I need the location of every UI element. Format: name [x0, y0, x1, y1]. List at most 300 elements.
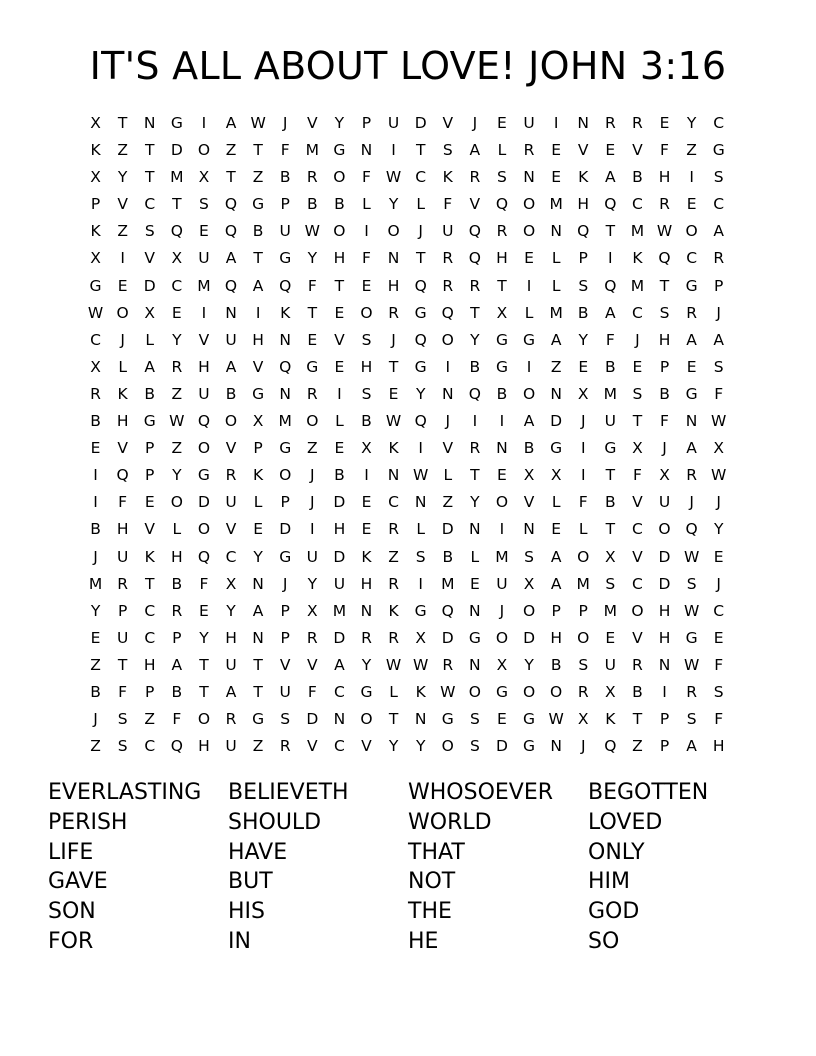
grid-cell[interactable]: O	[577, 547, 590, 566]
grid-cell[interactable]: V	[469, 195, 481, 214]
grid-cell[interactable]: O	[197, 710, 211, 729]
grid-cell[interactable]: C	[713, 601, 725, 620]
grid-cell[interactable]: N	[387, 466, 400, 485]
grid-cell[interactable]: P	[578, 249, 588, 268]
grid-cell[interactable]: F	[307, 276, 317, 295]
grid-cell[interactable]: B	[90, 412, 101, 431]
grid-cell[interactable]: J	[716, 303, 721, 322]
grid-cell[interactable]: Y	[524, 655, 534, 674]
grid-cell[interactable]: O	[550, 682, 563, 701]
grid-cell[interactable]: Z	[117, 141, 128, 160]
grid-cell[interactable]: E	[361, 276, 372, 295]
grid-cell[interactable]: H	[360, 574, 373, 593]
grid-cell[interactable]: L	[172, 520, 182, 539]
grid-cell[interactable]: X	[496, 303, 508, 322]
grid-cell[interactable]: Y	[388, 195, 399, 214]
grid-cell[interactable]: V	[144, 249, 156, 268]
grid-cell[interactable]: H	[143, 655, 156, 674]
grid-cell[interactable]: Q	[170, 222, 183, 241]
grid-cell[interactable]: G	[685, 628, 698, 647]
grid-cell[interactable]: O	[495, 628, 509, 647]
grid-cell[interactable]: S	[713, 357, 724, 376]
grid-cell[interactable]: N	[550, 384, 562, 403]
grid-cell[interactable]: L	[362, 195, 371, 214]
grid-cell[interactable]: M	[305, 141, 319, 160]
grid-cell[interactable]: C	[171, 276, 183, 295]
grid-cell[interactable]: P	[145, 439, 155, 458]
grid-cell[interactable]: N	[387, 249, 400, 268]
grid-cell[interactable]: F	[660, 141, 669, 160]
grid-cell[interactable]: C	[144, 601, 156, 620]
grid-cell[interactable]: B	[442, 547, 454, 566]
grid-cell[interactable]: J	[93, 710, 98, 729]
grid-cell[interactable]: Q	[279, 276, 292, 295]
grid-cell[interactable]: G	[414, 601, 427, 620]
grid-cell[interactable]: A	[225, 682, 237, 701]
grid-cell[interactable]: K	[442, 168, 453, 187]
grid-cell[interactable]: T	[145, 574, 155, 593]
grid-cell[interactable]: W	[711, 412, 727, 431]
grid-cell[interactable]: L	[578, 520, 588, 539]
grid-cell[interactable]: Y	[388, 737, 399, 756]
grid-cell[interactable]: A	[713, 330, 724, 349]
grid-cell[interactable]: E	[171, 303, 182, 322]
grid-cell[interactable]: U	[442, 222, 454, 241]
grid-cell[interactable]: V	[252, 357, 264, 376]
grid-cell[interactable]: B	[306, 195, 318, 214]
grid-cell[interactable]: W	[683, 601, 700, 620]
grid-cell[interactable]: M	[495, 547, 509, 566]
grid-cell[interactable]: P	[280, 628, 290, 647]
grid-cell[interactable]: W	[548, 710, 564, 729]
grid-cell[interactable]: X	[605, 682, 616, 701]
grid-cell[interactable]: I	[499, 412, 505, 431]
grid-cell[interactable]: A	[605, 303, 616, 322]
grid-cell[interactable]: X	[90, 357, 101, 376]
grid-cell[interactable]: Q	[279, 357, 292, 376]
grid-cell[interactable]: B	[171, 574, 183, 593]
grid-cell[interactable]: D	[333, 493, 346, 512]
grid-cell[interactable]: E	[90, 439, 101, 458]
grid-cell[interactable]: I	[580, 466, 586, 485]
grid-cell[interactable]: U	[225, 493, 237, 512]
grid-cell[interactable]: P	[172, 628, 182, 647]
grid-cell[interactable]: T	[659, 276, 670, 295]
grid-cell[interactable]: E	[334, 303, 345, 322]
grid-cell[interactable]: C	[144, 737, 156, 756]
grid-cell[interactable]: V	[198, 330, 210, 349]
grid-cell[interactable]: R	[469, 439, 481, 458]
grid-cell[interactable]: Y	[334, 114, 345, 132]
grid-cell[interactable]: L	[551, 276, 561, 295]
grid-cell[interactable]: T	[388, 710, 399, 729]
grid-cell[interactable]: R	[171, 357, 183, 376]
grid-cell[interactable]: L	[253, 493, 263, 512]
grid-cell[interactable]: J	[499, 601, 505, 620]
grid-cell[interactable]: G	[523, 737, 536, 756]
grid-cell[interactable]: E	[605, 141, 616, 160]
grid-cell[interactable]: B	[659, 384, 670, 403]
grid-cell[interactable]: F	[362, 249, 371, 268]
grid-cell[interactable]: F	[660, 412, 669, 431]
grid-cell[interactable]: Q	[414, 276, 427, 295]
grid-cell[interactable]: C	[225, 547, 237, 566]
grid-cell[interactable]: K	[90, 141, 101, 160]
grid-cell[interactable]: F	[714, 710, 724, 729]
grid-cell[interactable]: V	[632, 141, 643, 160]
grid-cell[interactable]: R	[306, 628, 318, 647]
grid-cell[interactable]: X	[659, 466, 670, 485]
grid-cell[interactable]: A	[144, 357, 156, 376]
grid-cell[interactable]: W	[250, 114, 266, 132]
grid-cell[interactable]: J	[445, 412, 451, 431]
grid-cell[interactable]: T	[632, 710, 643, 729]
grid-cell[interactable]: G	[495, 682, 508, 701]
grid-cell[interactable]: R	[686, 682, 697, 701]
grid-cell[interactable]: L	[335, 412, 344, 431]
grid-cell[interactable]: E	[361, 520, 372, 539]
grid-cell[interactable]: V	[442, 114, 454, 132]
grid-cell[interactable]: Z	[686, 141, 697, 160]
grid-cell[interactable]: U	[198, 249, 210, 268]
grid-cell[interactable]: K	[388, 439, 399, 458]
grid-cell[interactable]: X	[361, 439, 372, 458]
grid-cell[interactable]: G	[170, 114, 183, 132]
grid-cell[interactable]: M	[332, 601, 347, 620]
grid-cell[interactable]: E	[659, 114, 670, 132]
grid-cell[interactable]: O	[522, 222, 536, 241]
grid-cell[interactable]: I	[310, 520, 315, 539]
grid-cell[interactable]: I	[608, 249, 613, 268]
grid-cell[interactable]: B	[90, 520, 101, 539]
grid-cell[interactable]: S	[632, 384, 643, 403]
grid-cell[interactable]: F	[605, 330, 615, 349]
grid-cell[interactable]: I	[553, 114, 559, 132]
grid-cell[interactable]: A	[225, 357, 237, 376]
grid-cell[interactable]: L	[524, 303, 534, 322]
grid-cell[interactable]: O	[333, 168, 346, 187]
grid-cell[interactable]: T	[199, 655, 209, 674]
grid-cell[interactable]: G	[550, 439, 563, 458]
grid-cell[interactable]: Q	[604, 195, 617, 214]
grid-cell[interactable]: E	[497, 466, 507, 485]
grid-cell[interactable]: X	[415, 628, 426, 647]
grid-cell[interactable]: A	[713, 222, 724, 241]
grid-cell[interactable]: E	[497, 114, 507, 132]
grid-cell[interactable]: A	[686, 439, 697, 458]
grid-cell[interactable]: H	[712, 737, 725, 756]
grid-cell[interactable]: I	[662, 682, 667, 701]
grid-cell[interactable]: I	[201, 303, 207, 322]
grid-cell[interactable]: N	[496, 439, 508, 458]
grid-cell[interactable]: H	[658, 628, 671, 647]
grid-cell[interactable]: R	[496, 222, 508, 241]
grid-cell[interactable]: X	[306, 601, 318, 620]
grid-cell[interactable]: S	[659, 303, 670, 322]
grid-cell[interactable]: Q	[468, 384, 481, 403]
grid-cell[interactable]: A	[686, 330, 697, 349]
grid-cell[interactable]: E	[334, 357, 345, 376]
grid-cell[interactable]: Q	[441, 303, 454, 322]
grid-cell[interactable]: R	[361, 628, 372, 647]
grid-cell[interactable]: Z	[306, 439, 318, 458]
grid-cell[interactable]: V	[117, 195, 128, 214]
grid-cell[interactable]: D	[306, 710, 319, 729]
grid-cell[interactable]: E	[361, 493, 372, 512]
grid-cell[interactable]: N	[414, 493, 427, 512]
grid-cell[interactable]: T	[253, 141, 263, 160]
grid-cell[interactable]: O	[522, 682, 536, 701]
grid-cell[interactable]: U	[116, 628, 129, 647]
grid-cell[interactable]: Y	[415, 384, 426, 403]
grid-cell[interactable]: H	[658, 330, 671, 349]
grid-cell[interactable]: U	[198, 384, 210, 403]
grid-cell[interactable]: Q	[197, 412, 211, 431]
grid-cell[interactable]: O	[360, 303, 373, 322]
grid-cell[interactable]: I	[445, 357, 451, 376]
grid-cell[interactable]: X	[550, 466, 562, 485]
grid-cell[interactable]: Q	[577, 222, 590, 241]
grid-cell[interactable]: Y	[226, 601, 236, 620]
grid-cell[interactable]: X	[577, 710, 589, 729]
grid-cell[interactable]: C	[144, 195, 156, 214]
grid-cell[interactable]: B	[90, 682, 101, 701]
grid-cell[interactable]: S	[442, 141, 453, 160]
grid-cell[interactable]: R	[604, 114, 616, 132]
grid-cell[interactable]: B	[469, 357, 481, 376]
grid-cell[interactable]: M	[549, 195, 563, 214]
grid-cell[interactable]: M	[630, 276, 645, 295]
grid-cell[interactable]: O	[441, 330, 454, 349]
grid-cell[interactable]: V	[632, 493, 643, 512]
grid-cell[interactable]: S	[361, 384, 372, 403]
grid-cell[interactable]: G	[685, 276, 698, 295]
grid-cell[interactable]: P	[280, 601, 290, 620]
grid-cell[interactable]: B	[550, 655, 562, 674]
grid-cell[interactable]: V	[306, 655, 318, 674]
grid-cell[interactable]: S	[578, 655, 589, 674]
grid-cell[interactable]: V	[442, 439, 454, 458]
grid-cell[interactable]: P	[714, 276, 724, 295]
grid-cell[interactable]: D	[333, 547, 346, 566]
grid-cell[interactable]: D	[333, 628, 346, 647]
grid-cell[interactable]: D	[550, 412, 563, 431]
grid-cell[interactable]: J	[472, 114, 478, 132]
grid-cell[interactable]: R	[388, 520, 399, 539]
grid-cell[interactable]: X	[252, 412, 264, 431]
grid-cell[interactable]: E	[90, 628, 101, 647]
grid-cell[interactable]: O	[468, 682, 481, 701]
grid-cell[interactable]: Z	[171, 439, 183, 458]
grid-cell[interactable]: T	[253, 682, 263, 701]
grid-cell[interactable]: K	[144, 547, 155, 566]
grid-cell[interactable]: H	[225, 628, 237, 647]
grid-cell[interactable]: P	[659, 710, 670, 729]
grid-cell[interactable]: T	[470, 466, 480, 485]
grid-cell[interactable]: V	[632, 547, 643, 566]
grid-cell[interactable]: A	[225, 114, 237, 132]
grid-cell[interactable]: D	[658, 547, 671, 566]
grid-cell[interactable]: X	[577, 384, 589, 403]
grid-cell[interactable]: Q	[414, 412, 427, 431]
grid-cell[interactable]: J	[580, 412, 586, 431]
grid-cell[interactable]: F	[307, 682, 317, 701]
grid-cell[interactable]: Y	[686, 114, 697, 132]
grid-cell[interactable]: U	[306, 547, 318, 566]
grid-cell[interactable]: S	[686, 574, 697, 593]
grid-cell[interactable]: O	[197, 520, 211, 539]
grid-cell[interactable]: O	[631, 601, 644, 620]
grid-cell[interactable]: B	[334, 195, 345, 214]
grid-cell[interactable]: M	[603, 384, 618, 403]
grid-cell[interactable]: C	[333, 737, 345, 756]
grid-cell[interactable]: D	[441, 520, 454, 539]
grid-cell[interactable]: G	[523, 710, 536, 729]
grid-cell[interactable]: H	[577, 195, 590, 214]
grid-cell[interactable]: Y	[90, 601, 101, 620]
grid-cell[interactable]: G	[143, 412, 156, 431]
grid-cell[interactable]: F	[118, 493, 128, 512]
grid-cell[interactable]: R	[306, 168, 318, 187]
grid-cell[interactable]: P	[117, 601, 128, 620]
grid-cell[interactable]: O	[333, 222, 346, 241]
grid-cell[interactable]: Q	[224, 222, 238, 241]
grid-cell[interactable]: T	[145, 141, 155, 160]
grid-cell[interactable]: C	[632, 303, 643, 322]
grid-cell[interactable]: E	[551, 141, 562, 160]
grid-cell[interactable]: R	[388, 628, 399, 647]
grid-cell[interactable]: S	[578, 276, 589, 295]
grid-cell[interactable]: H	[171, 547, 183, 566]
grid-cell[interactable]: F	[714, 384, 724, 403]
grid-cell[interactable]: T	[497, 276, 507, 295]
grid-cell[interactable]: L	[145, 330, 155, 349]
grid-cell[interactable]: I	[689, 168, 694, 187]
grid-cell[interactable]: N	[333, 710, 346, 729]
grid-cell[interactable]: F	[443, 195, 453, 214]
grid-cell[interactable]: N	[658, 655, 671, 674]
grid-cell[interactable]: H	[198, 737, 210, 756]
grid-cell[interactable]: E	[388, 384, 399, 403]
grid-cell[interactable]: P	[659, 357, 670, 376]
grid-cell[interactable]: K	[388, 601, 399, 620]
grid-cell[interactable]: X	[496, 655, 508, 674]
grid-cell[interactable]: T	[605, 222, 616, 241]
grid-cell[interactable]: X	[225, 574, 237, 593]
grid-cell[interactable]: B	[171, 682, 183, 701]
grid-cell[interactable]: N	[550, 222, 562, 241]
grid-cell[interactable]: D	[523, 628, 536, 647]
grid-cell[interactable]: N	[469, 520, 481, 539]
grid-cell[interactable]: E	[686, 357, 697, 376]
grid-cell[interactable]: I	[526, 357, 532, 376]
grid-cell[interactable]: O	[522, 601, 536, 620]
grid-cell[interactable]: J	[662, 439, 667, 458]
grid-cell[interactable]: O	[522, 384, 536, 403]
grid-cell[interactable]: I	[472, 412, 478, 431]
grid-cell[interactable]: B	[577, 303, 589, 322]
grid-cell[interactable]: U	[116, 547, 129, 566]
grid-cell[interactable]: W	[385, 655, 402, 674]
grid-cell[interactable]: C	[632, 574, 643, 593]
grid-cell[interactable]: G	[495, 357, 508, 376]
grid-cell[interactable]: F	[578, 493, 588, 512]
grid-cell[interactable]: T	[145, 168, 155, 187]
grid-cell[interactable]: J	[93, 547, 98, 566]
grid-cell[interactable]: A	[225, 249, 237, 268]
grid-cell[interactable]: Q	[414, 330, 427, 349]
grid-cell[interactable]: F	[199, 574, 209, 593]
grid-cell[interactable]: R	[469, 168, 481, 187]
grid-cell[interactable]: R	[388, 574, 399, 593]
grid-cell[interactable]: J	[716, 574, 721, 593]
grid-cell[interactable]: S	[361, 330, 372, 349]
grid-cell[interactable]: F	[362, 168, 371, 187]
grid-cell[interactable]: B	[225, 384, 237, 403]
grid-cell[interactable]: A	[252, 601, 264, 620]
grid-cell[interactable]: V	[306, 737, 318, 756]
grid-cell[interactable]: S	[524, 547, 534, 566]
grid-cell[interactable]: H	[116, 520, 129, 539]
grid-cell[interactable]: C	[632, 520, 643, 539]
grid-cell[interactable]: J	[282, 114, 288, 132]
grid-cell[interactable]: W	[656, 222, 673, 241]
grid-cell[interactable]: R	[577, 682, 589, 701]
grid-cell[interactable]: Z	[117, 222, 128, 241]
grid-cell[interactable]: W	[413, 655, 429, 674]
grid-cell[interactable]: W	[413, 466, 429, 485]
grid-cell[interactable]: X	[171, 249, 183, 268]
grid-cell[interactable]: L	[416, 520, 425, 539]
grid-cell[interactable]: D	[279, 520, 292, 539]
grid-cell[interactable]: E	[253, 520, 263, 539]
grid-cell[interactable]: L	[470, 547, 480, 566]
grid-cell[interactable]: O	[306, 412, 319, 431]
grid-cell[interactable]: Y	[361, 655, 372, 674]
grid-cell[interactable]: Z	[632, 737, 643, 756]
grid-cell[interactable]: N	[685, 412, 698, 431]
grid-cell[interactable]: C	[90, 330, 101, 349]
grid-cell[interactable]: P	[578, 601, 588, 620]
grid-cell[interactable]: U	[604, 655, 616, 674]
grid-cell[interactable]: A	[171, 655, 183, 674]
grid-cell[interactable]: O	[577, 628, 590, 647]
grid-cell[interactable]: A	[550, 574, 562, 593]
grid-cell[interactable]: I	[580, 439, 586, 458]
grid-cell[interactable]: I	[93, 493, 98, 512]
grid-cell[interactable]: P	[253, 439, 263, 458]
grid-cell[interactable]: A	[605, 168, 616, 187]
grid-cell[interactable]: F	[714, 655, 724, 674]
grid-cell[interactable]: N	[577, 114, 590, 132]
grid-cell[interactable]: U	[225, 737, 237, 756]
grid-cell[interactable]: F	[118, 682, 128, 701]
grid-cell[interactable]: D	[197, 493, 210, 512]
grid-cell[interactable]: K	[280, 303, 291, 322]
grid-cell[interactable]: T	[470, 303, 480, 322]
grid-cell[interactable]: G	[414, 303, 427, 322]
grid-cell[interactable]: H	[658, 168, 671, 187]
grid-cell[interactable]: W	[711, 466, 727, 485]
grid-cell[interactable]: G	[414, 357, 427, 376]
grid-cell[interactable]: U	[658, 493, 671, 512]
grid-cell[interactable]: K	[415, 682, 426, 701]
grid-cell[interactable]: N	[469, 601, 481, 620]
grid-cell[interactable]: M	[197, 276, 211, 295]
grid-cell[interactable]: C	[144, 628, 156, 647]
grid-cell[interactable]: T	[632, 412, 643, 431]
grid-cell[interactable]: W	[683, 655, 700, 674]
